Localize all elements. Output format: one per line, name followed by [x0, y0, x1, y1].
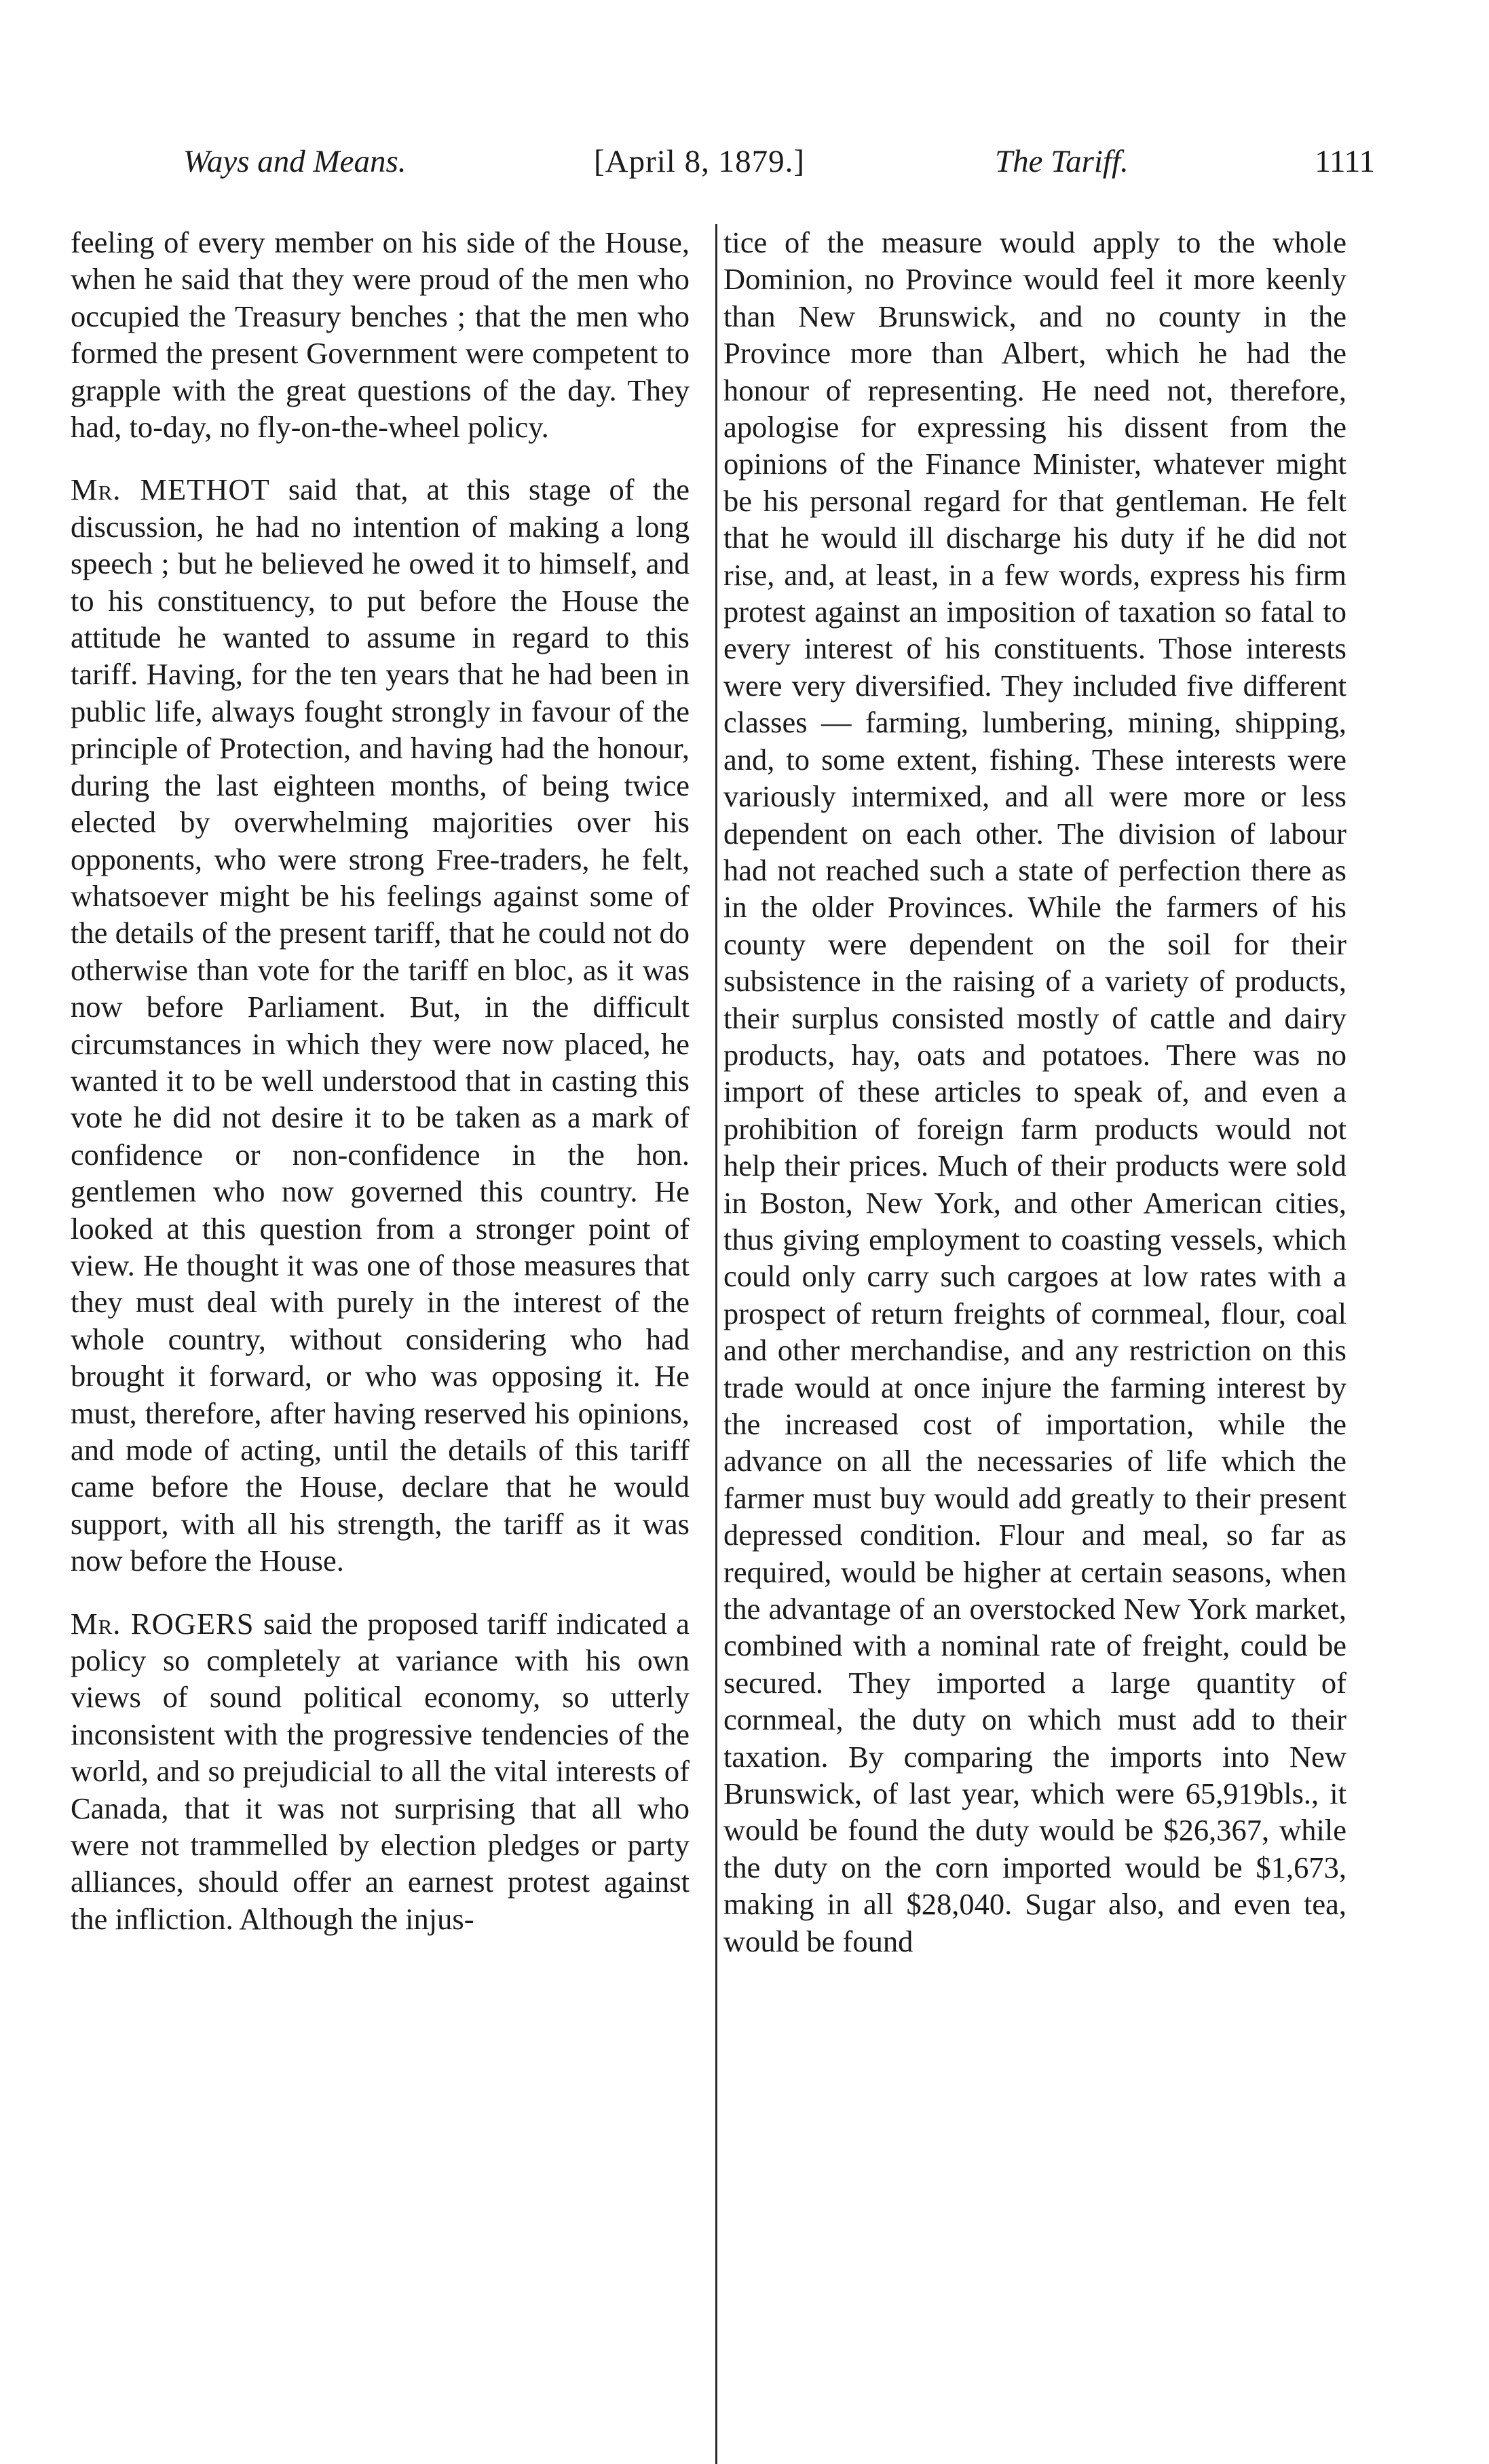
left-paragraph-1: feeling of every member on his side of the House, when he said that they were proud of the men who occupied the Treasury benches ; that the men who formed the present Government were competent to grapple with the great questions of the day. They had, to-day, no fly-on-the-wheel policy.: [71, 225, 690, 445]
left-column: [71, 224, 690, 1937]
left-paragraph-rogers: [71, 1605, 690, 1938]
speaker-methot: Mr. METHOT: [71, 472, 270, 507]
left-paragraph-methot: [71, 471, 690, 1579]
methot-speech: said that, at this stage of the discussion, he had no intention of making a long speech ; but he believed he owed it to himself, and to his constituency, to put before the House the attitude he wanted to assume in regard to this tariff. Having, for the ten years that he had been in public life, always fought strongly in favour of the principle of Protection, and having had the honour, during the last eighteen months, of being twice elected by overwhelming majorities over his opponents, who were strong Free-traders, he felt, whatsoever might be his feelings against some of the details of the present tariff, that he could not do otherwise than vote for the tariff en bloc, as it was now before Parliament. But, in the difficult circumstances in which they were now placed, he wanted it to be well understood that in casting this vote he did not desire it to be taken as a mark of confidence or non-confidence in the hon. gentlemen who now governed this country. He looked at this question from a stronger point of view. He thought it was one of those measures that they must deal with purely in the interest of the whole country, without considering who had brought it forward, or who was opposing it. He must, therefore, after having reserved his opinions, and mode of acting, until the details of this tariff came before the House, declare that he would support, with all his strength, the tariff as it was now before the House.: [71, 472, 690, 1578]
running-header: [183, 141, 1375, 182]
column-divider: [715, 224, 717, 2464]
header-subject: The Tariff.: [995, 144, 1129, 179]
right-paragraph-1: tice of the measure would apply to the whole Dominion, no Province would feel it more keenly than New Brunswick, and no county in the Province more than Albert, which he had the honour of representing. He need not, therefore, apologise for expressing his dissent from the opinions of the Finance Minister, whatever might be his personal regard for that gentleman. He felt that he would ill discharge his duty if he did not rise, and, at least, in a few words, express his firm protest against an imposition of taxation so fatal to every interest of his constituents. Those interests were very diversified. They included five different classes — farming, lumbering, mining, shipping, and, to some extent, fishing. These interests were variously intermixed, and all were more or less dependent on each other. The division of labour had not reached such a state of perfection there as in the older Provinces. While the farmers of his county were dependent on the soil for their subsistence in the raising of a variety of products, their surplus consisted mostly of cattle and dairy products, hay, oats and potatoes. There was no import of these articles to speak of, and even a prohibition of foreign farm products would not help their prices. Much of their products were sold in Boston, New York, and other American cities, thus giving employment to coasting vessels, which could only carry such cargoes at low rates with a prospect of return freights of cornmeal, flour, coal and other merchandise, and any restriction on this trade would at once injure the farming interest by the increased cost of importation, while the advance on all the necessaries of life which the farmer must buy would add greatly to their present depressed condition. Flour and meal, so far as required, would be higher at certain seasons, when the advantage of an overstocked New York market, combined with a nominal rate of freight, could be secured. They imported a large quantity of cornmeal, the duty on which must add to their taxation. By comparing the imports into New Brunswick, of last year, which were 65,919bls., it would be found the duty would be $26,367, while the duty on the corn imported would be $1,673, making in all $28,040. Sugar also, and even tea, would be found: [723, 225, 1346, 1958]
header-date: [April 8, 1879.]: [594, 144, 806, 179]
right-column: [723, 224, 1346, 1960]
page-number: 1111: [1315, 144, 1375, 179]
rogers-speech: said the proposed tariff indicated a policy so completely at variance with his own views of sound political economy, so utterly inconsistent with the progressive tendencies of the world, and so prejudicial to all the vital interests of Canada, that it was not surprising that all who were not trammelled by election pledges or party alliances, should offer an earnest protest against the infliction. Although the injus-: [71, 1606, 690, 1936]
header-section-title: Ways and Means.: [183, 144, 407, 179]
speaker-rogers: Mr. ROGERS: [71, 1606, 255, 1641]
